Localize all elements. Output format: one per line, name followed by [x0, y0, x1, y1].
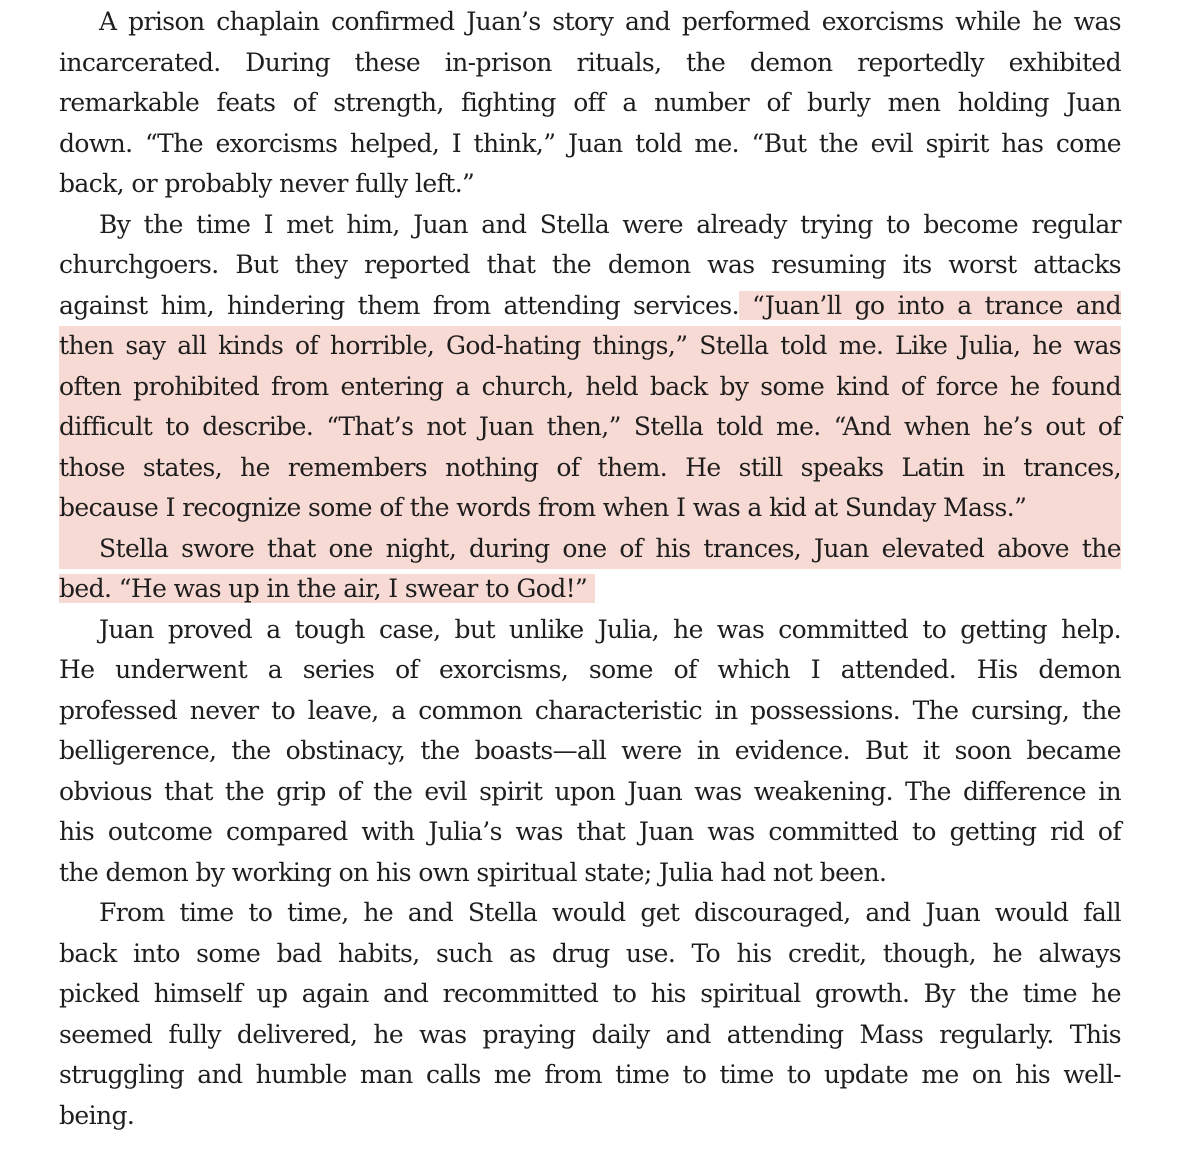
text-line: churchgoers. But they reported that the demon was resuming its worst attacks: [59, 250, 1121, 279]
highlighted-line: often prohibited from entering a church, held back by some kind of force he found: [59, 367, 1121, 408]
plain-text-segment: against him, hindering them from attending services.: [59, 290, 739, 320]
text-line: Juan proved a tough case, but unlike Julia, he was committed to getting help.: [99, 614, 1121, 644]
text-line: A prison chaplain confirmed Juan’s story and performed exorcisms while he was: [99, 7, 1121, 36]
text-line: belligerence, the obstinacy, the boasts—all were in evidence. But it soon became: [59, 736, 1121, 765]
text-line: his outcome compared with Julia’s was that Juan was committed to getting rid of: [59, 817, 1121, 846]
text-line: struggling and humble man calls me from time to time to update me on his well-: [59, 1060, 1121, 1089]
text-line: back, or probably never fully left.”: [59, 169, 475, 198]
text-line-partial-highlight: [59, 286, 1121, 327]
highlighted-line: then say all kinds of horrible, God-hating things,” Stella told me. Like Julia, he was: [59, 326, 1121, 367]
text-line: By the time I met him, Juan and Stella were already trying to become regular: [99, 209, 1121, 239]
text-line: back into some bad habits, such as drug use. To his credit, though, he always: [59, 938, 1121, 968]
highlight-segment: “Juan’ll go into a trance and: [738, 290, 1121, 320]
text-line: being.: [59, 1100, 135, 1130]
text-line: remarkable feats of strength, fighting off a number of burly men holding Juan: [59, 88, 1121, 117]
highlighted-line-partial: [59, 569, 1121, 610]
highlighted-line: difficult to describe. “That’s not Juan then,” Stella told me. “And when he’s out of: [59, 407, 1121, 448]
highlighted-line: Stella swore that one night, during one of his trances, Juan elevated above the: [59, 529, 1121, 570]
text-line: He underwent a series of exorcisms, some of which I attended. His demon: [59, 655, 1121, 684]
text-line: incarcerated. During these in-prison rituals, the demon reportedly exhibited: [59, 47, 1121, 77]
text-line: obvious that the grip of the evil spirit upon Juan was weakening. The difference in: [59, 776, 1121, 806]
text-line: From time to time, he and Stella would get discouraged, and Juan would fall: [99, 898, 1121, 927]
highlighted-line: those states, he remembers nothing of them. He still speaks Latin in trances,: [59, 448, 1121, 489]
highlighted-line: because I recognize some of the words from when I was a kid at Sunday Mass.”: [59, 488, 1121, 529]
text-line: picked himself up again and recommitted to his spiritual growth. By the time he: [59, 979, 1121, 1008]
text-line: down. “The exorcisms helped, I think,” Juan told me. “But the evil spirit has come: [59, 128, 1121, 158]
text-line: professed never to leave, a common characteristic in possessions. The cursing, the: [59, 695, 1121, 725]
text-line: the demon by working on his own spiritual state; Julia had not been.: [59, 857, 887, 887]
highlight-segment: bed. “He was up in the air, I swear to God!”: [59, 574, 595, 603]
text-line: seemed fully delivered, he was praying daily and attending Mass regularly. This: [59, 1019, 1121, 1049]
